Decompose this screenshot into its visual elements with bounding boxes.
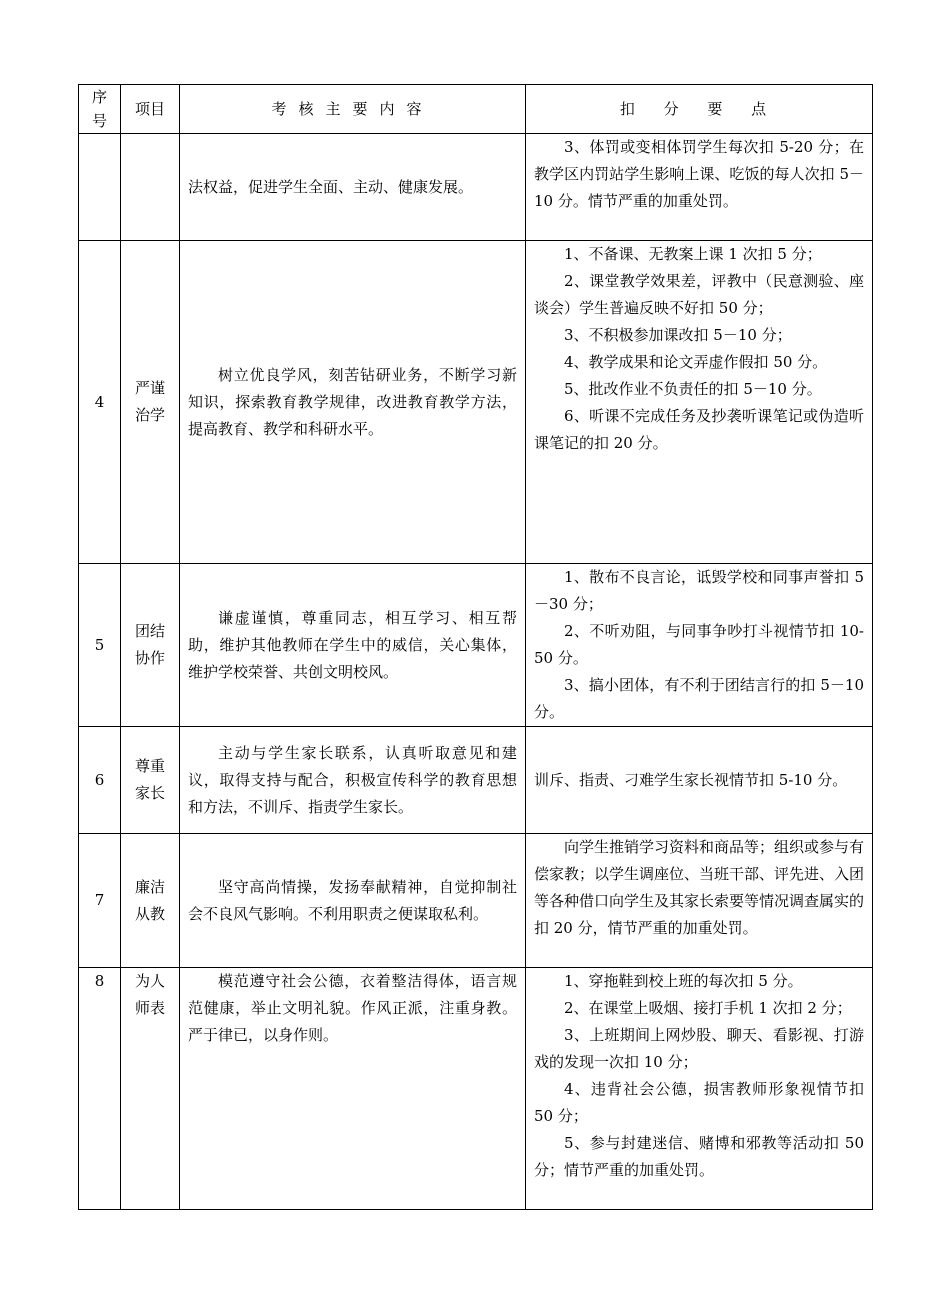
deduct-text: 2、课堂教学效果差，评教中（民意测验、座谈会）学生普遍反映不好扣 50 分； [534,272,864,317]
deduct-text: 向学生推销学习资料和商品等；组织或参与有偿家教；以学生调座位、当班干部、评先进、入团等各种借口向学生及其家长索要等情况调查属实的扣 20 分，情节严重的加重处罚。 [534,838,865,937]
table-row [79,134,873,241]
row-deduct [526,727,873,834]
deduct-text: 5、参与封建迷信、赌博和邪教等活动扣 50 分；情节严重的加重处罚。 [534,1134,864,1179]
deduct-text: 2、不听劝阻，与同事争吵打斗视情节扣 10-50 分。 [534,622,864,667]
row-item [121,134,180,241]
deduct-text: 3、搞小团体，有不利于团结言行的扣 5－10 分。 [534,676,864,721]
row-number [79,134,121,241]
item-line: 为人 [134,972,165,990]
deduct-text: 1、穿拖鞋到校上班的每次扣 5 分。 [564,972,803,990]
row-deduct [526,564,873,727]
row-content [180,564,526,727]
content-text: 法权益，促进学生全面、主动、健康发展。 [188,177,474,196]
row-number: 7 [79,834,121,968]
item-line: 尊重 [134,757,165,775]
item-line: 师表 [134,999,165,1017]
item-line: 团结 [134,622,165,640]
deduct-text: 2、在课堂上吸烟、接打手机 1 次扣 2 分； [564,999,852,1017]
content-text: 模范遵守社会公德，衣着整洁得体，语言规范健康，举止文明礼貌。作风正派，注重身教。严于律已，以身作则。 [188,972,517,1044]
deduct-text: 3、体罚或变相体罚学生每次扣 5-20 分；在教学区内罚站学生影响上课、吃饭的每人次扣 5－10 分。情节严重的加重处罚。 [534,138,864,210]
content-text: 主动与学生家长联系，认真听取意见和建议，取得支持与配合，积极宣传科学的教育思想和方法，不训斥、指责学生家长。 [188,743,517,816]
item-line: 从教 [134,904,165,923]
content-text: 谦虚谨慎，尊重同志，相互学习、相互帮助，维护其他教师在学生中的威信，关心集体，维护学校荣誉、共创文明校风。 [188,608,517,681]
row-deduct [526,241,873,564]
item-line: 协作 [134,649,165,667]
row-number: 5 [79,564,121,727]
deduct-text: 1、散布不良言论，诋毁学校和同事声誉扣 5－30 分； [534,568,864,613]
table-row [79,727,873,834]
row-item [121,968,180,1210]
row-item [121,241,180,564]
row-content [180,727,526,834]
deduct-text: 3、不积极参加课改扣 5－10 分； [564,326,792,344]
deduct-text: 5、批改作业不负责任的扣 5－10 分。 [564,380,822,398]
header-item: 项目 [121,85,180,134]
deduct-text: 4、违背社会公德，损害教师形象视情节扣 50 分； [534,1080,864,1125]
row-deduct [526,134,873,241]
deduct-text: 4、教学成果和论文弄虚作假扣 50 分。 [564,353,828,371]
row-content [180,241,526,564]
row-number: 6 [79,727,121,834]
row-item [121,834,180,968]
header-content: 考核主要内容 [180,85,526,134]
row-content [180,968,526,1210]
deduct-text: 1、不备课、无教案上课 1 次扣 5 分； [564,245,822,263]
header-no: 序号 [79,85,121,134]
item-line: 治学 [134,406,165,424]
table-row [79,968,873,1210]
table-row [79,241,873,564]
content-text: 坚守高尚情操，发扬奉献精神，自觉抑制社会不良风气影响。不利用职责之便谋取私利。 [188,877,517,923]
row-content [180,134,526,241]
row-item [121,727,180,834]
deduct-text: 训斥、指责、刁难学生家长视情节扣 5-10 分。 [534,770,848,789]
deduct-text: 6、听课不完成任务及抄袭听课笔记或伪造听课笔记的扣 20 分。 [534,407,864,452]
header-deduct: 扣 分 要 点 [526,85,873,134]
deduct-text: 3、上班期间上网炒股、聊天、看影视、打游戏的发现一次扣 10 分； [534,1026,864,1071]
table-row [79,834,873,968]
row-deduct [526,968,873,1210]
row-deduct [526,834,873,968]
row-number: 4 [79,241,121,564]
row-content [180,834,526,968]
table-row [79,564,873,727]
item-line: 廉洁 [134,877,165,896]
evaluation-table [78,84,873,1210]
content-text: 树立优良学风，刻苦钻研业务，不断学习新知识，探索教育教学规律，改进教育教学方法，提高教育、教学和科研水平。 [188,365,517,438]
item-line: 严谨 [134,379,165,397]
row-item [121,564,180,727]
table-header-row [79,85,873,134]
item-line: 家长 [134,784,165,802]
row-number: 8 [79,968,121,1210]
